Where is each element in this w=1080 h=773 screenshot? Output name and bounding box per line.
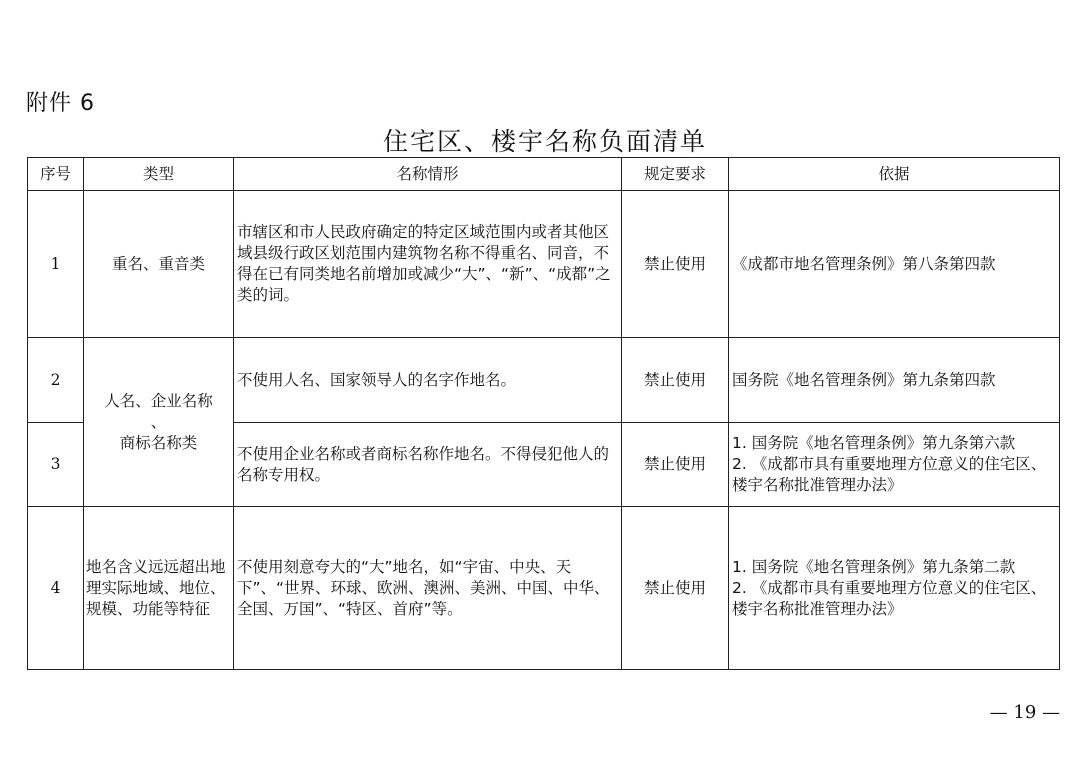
table-row: [28, 338, 1060, 423]
row-type: 重名、重音类: [84, 191, 234, 338]
header-number: 序号: [28, 158, 84, 191]
basis-line: 1. 国务院《地名管理条例》第九条第二款: [732, 557, 1016, 576]
row-number: 4: [28, 507, 84, 670]
row-basis: [729, 191, 1060, 338]
row-description: 不使用企业名称或者商标名称作地名。不得侵犯他人的名称专用权。: [234, 423, 622, 507]
row-basis: [729, 338, 1060, 423]
header-description: 名称情形: [234, 158, 622, 191]
basis-line: 《成都市地名管理条例》第八条第四款: [732, 254, 996, 273]
row-description: 市辖区和市人民政府确定的特定区域范围内或者其他区域县级行政区划范围内建筑物名称不得重名、同音，不得在已有同类地名前增加或减少“大”、“新”、“成都”之类的词。: [234, 191, 622, 338]
row-number: 3: [28, 423, 84, 507]
row-description: 不使用人名、国家领导人的名字作地名。: [234, 338, 622, 423]
table-row: [28, 191, 1060, 338]
basis-line: 国务院《地名管理条例》第九条第四款: [732, 370, 996, 389]
row-type-merged: [84, 338, 234, 507]
basis-line: 2. 《成都市具有重要地理方位意义的住宅区、楼宇名称批准管理办法》: [732, 455, 1047, 494]
page-number: — 19 —: [989, 702, 1060, 723]
type-line: 商标名称类: [119, 433, 198, 452]
row-type: 地名含义远远超出地理实际地域、地位、规模、功能等特征: [84, 507, 234, 670]
negative-list-table: [27, 157, 1060, 670]
row-requirement: 禁止使用: [622, 338, 729, 423]
row-number: 1: [28, 191, 84, 338]
basis-line: 1. 国务院《地名管理条例》第九条第六款: [732, 434, 1016, 452]
header-type: 类型: [84, 158, 234, 191]
basis-line: 2. 《成都市具有重要地理方位意义的住宅区、楼宇名称批准管理办法》: [732, 578, 1047, 618]
table-header-row: [28, 158, 1060, 191]
row-basis: [729, 507, 1060, 670]
row-basis: [729, 423, 1060, 507]
row-requirement: 禁止使用: [622, 507, 729, 670]
type-line: 、: [150, 412, 167, 431]
attachment-label: 附件 6: [26, 91, 95, 116]
header-requirement: 规定要求: [622, 158, 729, 191]
document-title: 住宅区、楼宇名称负面清单: [382, 127, 707, 156]
row-requirement: 禁止使用: [622, 191, 729, 338]
type-line: 人名、企业名称: [104, 391, 213, 410]
row-description: 不使用刻意夸大的“大”地名，如“宇宙、中央、天下”、“世界、环球、欧洲、澳洲、美洲、中国、中华、全国、万国”、“特区、首府”等。: [234, 507, 622, 670]
row-number: 2: [28, 338, 84, 423]
header-basis: 依据: [729, 158, 1060, 191]
row-requirement: 禁止使用: [622, 423, 729, 507]
table-row: [28, 507, 1060, 670]
